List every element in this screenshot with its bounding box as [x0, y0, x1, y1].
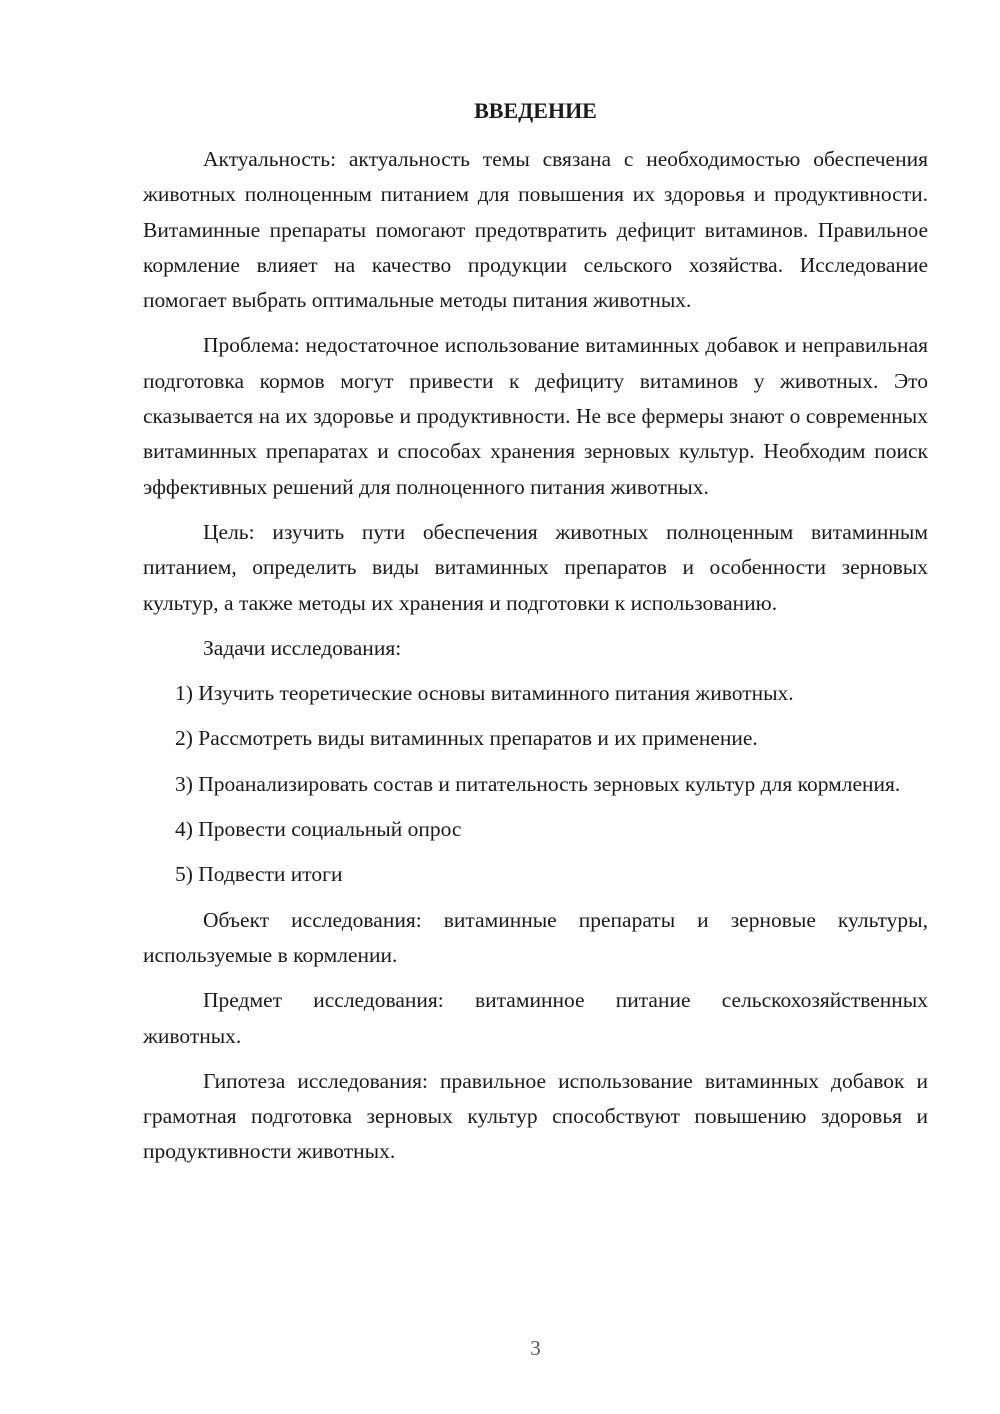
relevance-paragraph: Актуальность: актуальность темы связана с необходимостью обеспечения животных полноценным питанием для повышения их здоровья и продуктивности. Витаминные препараты помогают предотвратить дефицит витаминов. Правильное кормление влияет на качество продукции сельского хозяйства. Исследование помогает выбрать оптимальные методы питания животных.: [143, 147, 928, 313]
problem-paragraph: Проблема: недостаточное использование витаминных добавок и неправильная подготовка кормов могут привести к дефициту витаминов у животных. Это сказывается на их здоровье и продуктивности. Не все фермеры знают о современных витаминных препаратах и способах хранения зерновых культур. Необходим поиск эффективных решений для полноценного питания животных.: [143, 333, 928, 499]
object-paragraph: Объект исследования: витаминные препараты и зерновые культуры, используемые в кормлении.: [143, 907, 928, 967]
hypothesis-paragraph: Гипотеза исследования: правильное использование витаминных добавок и грамотная подготовка зерновых культур способствуют повышению здоровья и продуктивности животных.: [143, 1068, 928, 1164]
subject-paragraph: Предмет исследования: витаминное питание сельскохозяйственных животных.: [143, 988, 928, 1048]
goal-paragraph: Цель: изучить пути обеспечения животных полноценным витаминным питанием, определить виды витаминных препаратов и особенности зерновых культур, а также методы их хранения и подготовки к использованию.: [143, 519, 928, 615]
document-page: [143, 0, 928, 1414]
task-item: 2) Рассмотреть виды витаминных препаратов и их применение.: [175, 726, 758, 751]
page-number: 3: [530, 1336, 541, 1360]
document-body: [143, 142, 928, 1180]
task-item: 3) Проанализировать состав и питательность зерновых культур для кормления.: [175, 771, 901, 796]
task-item: 5) Подвести итоги: [175, 862, 343, 887]
section-heading: ВВЕДЕНИЕ: [474, 98, 597, 123]
task-item: 4) Провести социальный опрос: [175, 817, 462, 842]
task-item: 1) Изучить теоретические основы витаминного питания животных.: [175, 681, 794, 706]
tasks-heading: Задачи исследования:: [203, 635, 402, 660]
